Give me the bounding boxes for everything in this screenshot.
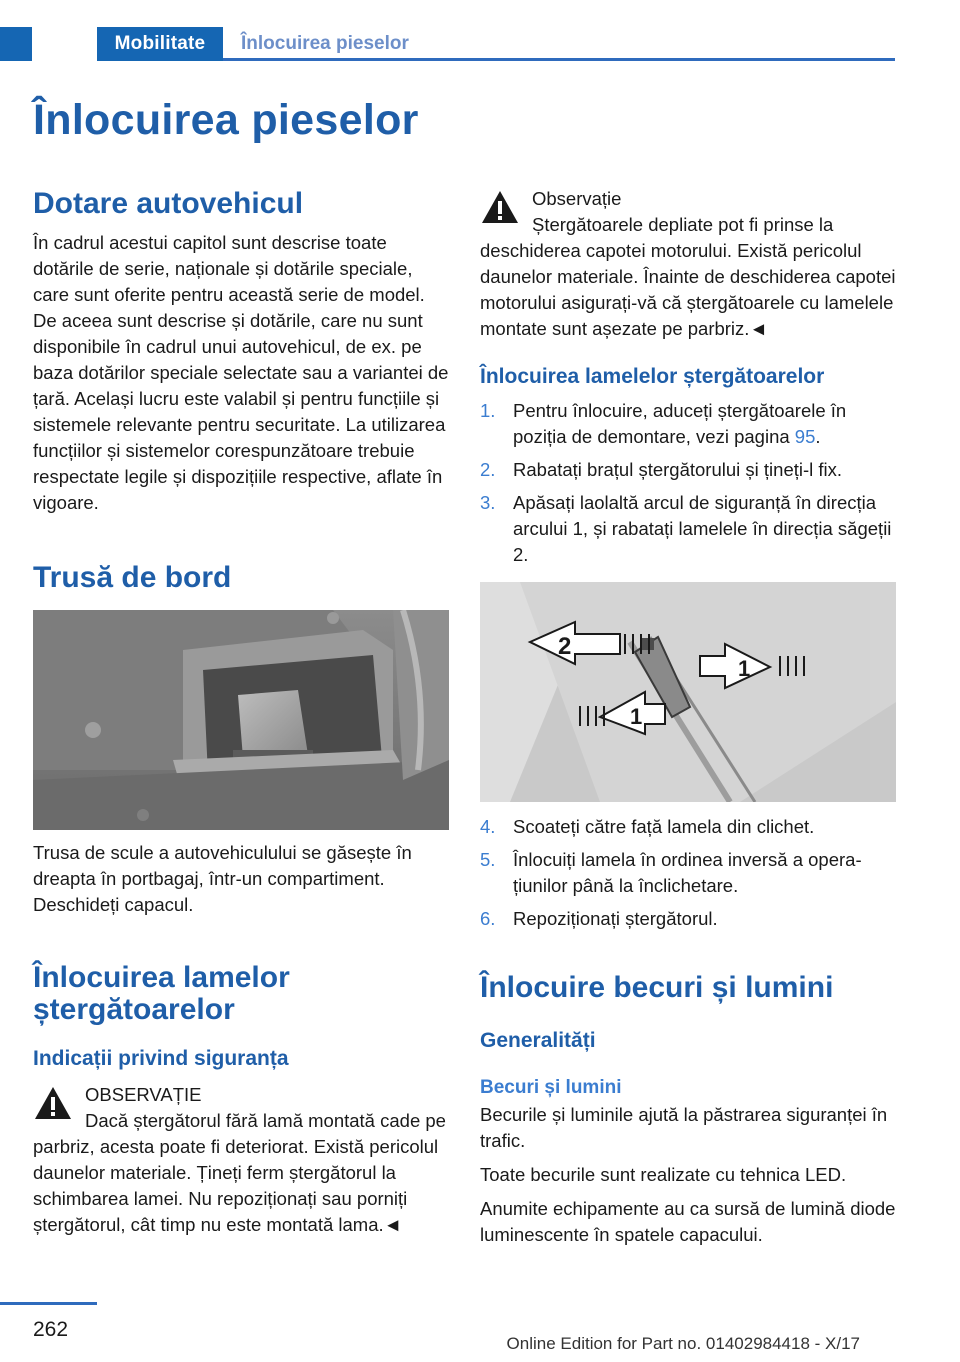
page-title: Înlocuirea pieselor (33, 96, 419, 144)
step-number: 5. (480, 849, 496, 870)
step-text-end: . (815, 426, 821, 447)
step-item (480, 847, 896, 899)
warning-triangle-icon (33, 1084, 73, 1122)
heading-indicatii-siguranta: Indicații privind siguranța (33, 1047, 289, 1070)
note-box (480, 186, 896, 342)
arrow-label-2: 2 (558, 633, 572, 660)
section-tab-mobilitate[interactable]: Mobilitate (97, 27, 223, 61)
warning-title: OBSERVAȚIE (85, 1084, 202, 1105)
paragraph-becuri-2: Toate becurile sunt realizate cu tehnica LED. (480, 1164, 847, 1185)
section-tab-inlocuirea-pieselor[interactable]: Înlocuirea pieselor (241, 33, 409, 54)
warning-box (33, 1082, 449, 1238)
steps-list-b (480, 814, 896, 932)
heading-trusa-de-bord: Trusă de bord (33, 561, 232, 594)
page-link[interactable]: 95 (794, 426, 816, 447)
heading-dotare-autovehicul: Dotare autovehicul (33, 187, 304, 220)
note-title: Observație (532, 188, 622, 209)
step-number: 6. (480, 908, 496, 929)
step-number: 4. (480, 816, 496, 837)
trusa-caption: Trusa de scule a autovehiculului se găsește în dreapta în portbagaj, într-un compartiment. Deschideți capacul. (33, 842, 412, 915)
step-number: 2. (480, 459, 496, 480)
step-item (480, 906, 896, 932)
heading-inlocuire-becuri: Înlocuire becuri și lumini (480, 971, 834, 1004)
page-number: 262 (33, 1318, 69, 1341)
footer-edition: Online Edition for Part no. 01402984418 - X/17 (506, 1334, 860, 1353)
step-number: 3. (480, 492, 496, 513)
paragraph-becuri-3: Anumite echipamente au ca sursă de lumină diode luminescente în spatele capacului. (480, 1198, 896, 1245)
header-accent-bar (0, 27, 32, 61)
step-text: Apăsați laolaltă arcul de siguranță în direcția arcului 1, și rabatați lamelele în direcția săgeții 2. (513, 492, 892, 565)
warning-text: Dacă ștergătorul fără lamă montată cade pe parbriz, acesta poate fi deteriorat. Există pericolul daunelor materiale. Țineți ferm ștergătorul la schimbarea lamei. Nu repoziționați sau porniți ștergătorul, cât timp nu este montată lama.◄ (33, 1110, 446, 1235)
right-column (480, 186, 896, 1248)
page-header (0, 0, 960, 64)
step-item (480, 814, 896, 840)
step-text: Scoateți către față lamela din clichet. (513, 816, 815, 837)
step-number: 1. (480, 400, 496, 421)
note-text: Ștergătoarele depliate pot fi prinse la deschiderea capotei motorului. Există pericolul daunelor materiale. Înainte de deschiderea capotei motorului asigurați-vă că ștergătoarele cu lamelele montate sunt așezate pe parbriz.◄ (480, 214, 896, 339)
step-text: Repoziționați ștergătorul. (513, 908, 718, 929)
paragraph-becuri-1: Becurile și luminile ajută la păstrarea siguranței în trafic. (480, 1104, 888, 1151)
header-rule (223, 58, 895, 61)
warning-triangle-icon (480, 188, 520, 226)
step-item (480, 457, 896, 483)
footer-rule (0, 1302, 97, 1305)
heading-generalitati: Generalități (480, 1029, 596, 1052)
steps-list-a (480, 398, 896, 568)
arrow-label-1: 1 (630, 704, 643, 729)
trunk-toolkit-photo (33, 610, 449, 830)
heading-inlocuirea-lamelelor: Înlocuirea lamelelor ștergătoarelor (480, 365, 825, 388)
paragraph-dotare: În cadrul acestui capitol sunt descrise toate dotările de serie, naționale și dotările speciale, care sunt oferite pentru această serie de model. De aceea sunt descrise și dotările, care nu sunt disponibile în cadrul unui autovehicul, de ex. pe baza dotărilor speciale selectate sau a variantei de țară. Același lucru este valabil și pentru funcțiile și sistemele relevante pentru securitate. La utilizarea funcțiilor și sistemelor corespunzătoare trebuie respectate legile și dispozițiile respective, aflate în vigoare. (33, 232, 449, 513)
arrow-label-1b: 1 (738, 656, 751, 681)
step-text: Înlocuiți lamela în ordinea inversă a operațiunilor până la înclichetare. (513, 849, 862, 896)
left-column (33, 186, 449, 1238)
step-item (480, 490, 896, 568)
heading-inlocuirea-lamelor: Înlocuirea lamelor ștergătoarelor (33, 961, 290, 1026)
step-text: Rabatați brațul ștergătorului și țineți-l fix. (513, 459, 843, 480)
heading-becuri-lumini: Becuri și lumini (480, 1077, 622, 1098)
step-text: Pentru înlocuire, aduceți ștergătoarele în poziția de demontare, vezi pagina (513, 400, 847, 447)
step-item (480, 398, 896, 450)
wiper-blade-figure (480, 582, 896, 802)
